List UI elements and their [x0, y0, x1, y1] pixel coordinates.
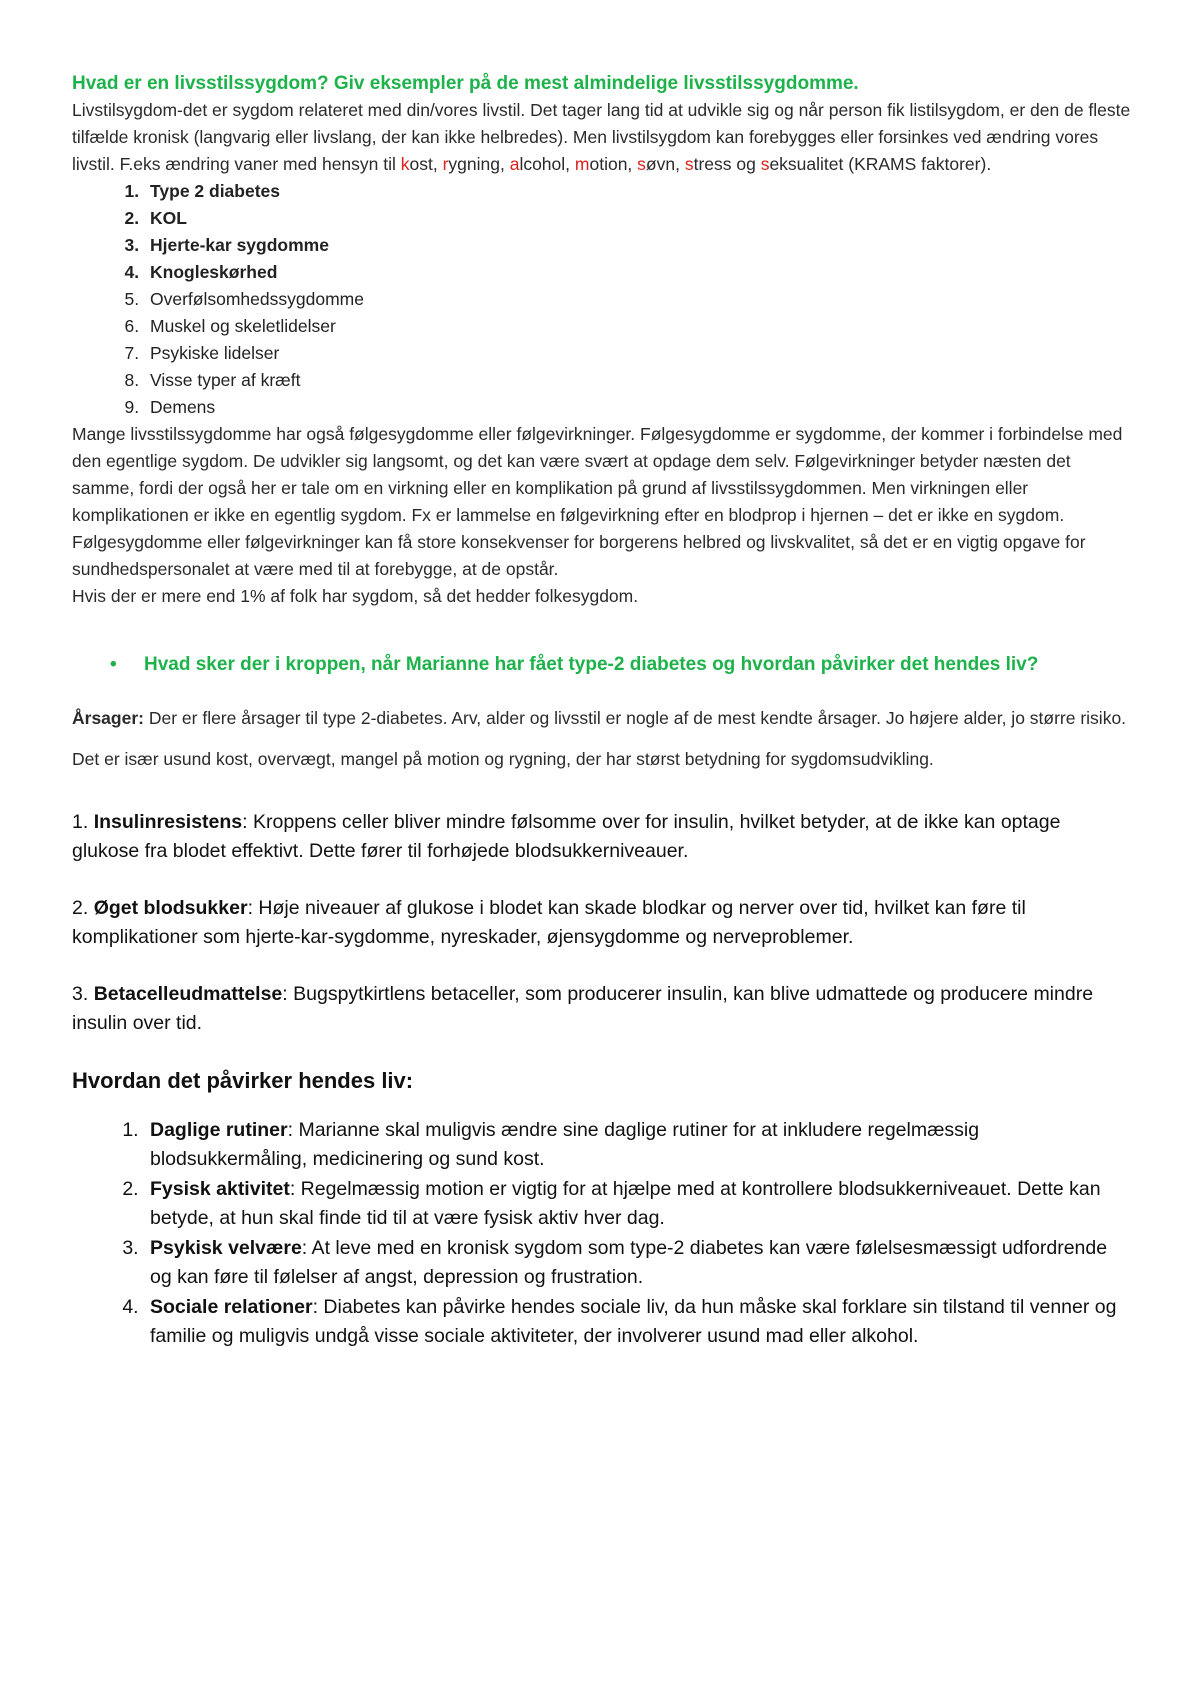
causes-label: Årsager:	[72, 708, 144, 728]
point-paragraph	[72, 980, 1132, 1038]
krams-s3-letter: s	[760, 154, 770, 174]
life-text: : At leve med en kronisk sygdom som type-2 diabetes kan være følelsesmæssigt udfordrende og kan føre til følelser af angst, depression og frustration.	[150, 1237, 1108, 1288]
point-term: Insulinresistens	[93, 811, 243, 833]
krams-r-rest: ygning,	[448, 154, 510, 174]
intro-text: Livstilsygdom-det er sygdom relateret med din/vores livstil. Det tager lang tid at udvikle sig og når person fik listilsygdom, er den de fleste tilfælde kronisk (langvarig eller livslang, der kan ikke helbredes). Men livstilsygdom kan forebygges eller forsinkes ved ændring vores livstil. F.eks ændring vaner med hensyn til	[72, 100, 1131, 174]
point-number: 3.	[72, 983, 94, 1005]
life-text: : Marianne skal muligvis ændre sine daglige rutiner for at inkludere regelmæssig blodsukkermåling, medicinering og sund kost.	[150, 1119, 980, 1170]
krams-s1-rest: øvn,	[645, 154, 685, 174]
section2-question-text: Hvad sker der i kroppen, når Marianne har fået type-2 diabetes og hvordan påvirker det hendes liv?	[144, 654, 1039, 675]
list-item: 2. KOL	[144, 205, 1132, 232]
list-item: 4. Knogleskørhed	[144, 259, 1132, 286]
krams-s1-letter: s	[637, 154, 646, 174]
krams-a-letter: a	[509, 154, 520, 174]
section2-question	[72, 644, 1132, 686]
life-heading: Hvordan det påvirker hendes liv:	[72, 1068, 414, 1093]
point-term: Øget blodsukker	[93, 897, 248, 919]
point-number: 1.	[72, 811, 94, 833]
section1-intro	[72, 97, 1132, 178]
point-text: : Høje niveauer af glukose i blodet kan skade blodkar og nerver over tid, hvilket kan føre til komplikationer som hjerte-kar-sygdomme, nyreskader, øjensygdomme og nerveproblemer.	[72, 897, 1026, 948]
list-item	[144, 1175, 1132, 1233]
bullet-icon: •	[110, 654, 117, 675]
krams-s3-rest: eksualitet (KRAMS faktorer).	[769, 154, 992, 174]
list-item: 5. Overfølsomhedssygdomme	[144, 286, 1132, 313]
list-item	[144, 1234, 1132, 1292]
life-term: Fysisk aktivitet	[150, 1178, 290, 1200]
list-item	[144, 1116, 1132, 1174]
point-number: 2.	[72, 897, 94, 919]
life-term: Daglige rutiner	[150, 1119, 288, 1141]
krams-m-rest: otion,	[589, 154, 638, 174]
life-term: Sociale relationer	[150, 1296, 313, 1318]
point-paragraph	[72, 808, 1132, 866]
point-term: Betacelleudmattelse	[93, 983, 283, 1005]
point-paragraph	[72, 894, 1132, 952]
krams-k-letter: k	[400, 154, 410, 174]
list-item: 6. Muskel og skeletlidelser	[144, 313, 1132, 340]
krams-s2-letter: s	[684, 154, 694, 174]
disease-list	[72, 178, 1132, 421]
followup-paragraph: Mange livsstilssygdomme har også følgesygdomme eller følgevirkninger. Følgesygdomme er sygdomme, der kommer i forbindelse med den egentlige sygdom. De udvikler sig langsomt, og det kan være svært at opdage dem selv. Følgevirkninger betyder næsten det samme, fordi der også her er tale om en virkning eller en komplikation på grund af livsstilssygdommen. Men virkningen eller komplikationen er ikke en egentlig sygdom. Fx er lammelse en følgevirkning efter en blodprop i hjernen – det er ikke en sygdom. Følgesygdomme eller følgevirkninger kan få store konsekvenser for borgerens helbred og livskvalitet, så det er en vigtig opgave for sundhedspersonalet at være med til at forebygge, at de opstår.	[72, 424, 1123, 579]
point-text: : Kroppens celler bliver mindre følsomme over for insulin, hvilket betyder, at de ikke kan optage glukose fra blodet effektivt. Dette fører til forhøjede blodsukkerniveauer.	[72, 811, 1061, 862]
causes-text: Der er flere årsager til type 2-diabetes. Arv, alder og livsstil er nogle af de mest kendte årsager. Jo højere alder, jo større risiko. Det er især usund kost, overvægt, mangel på motion og rygning, der har størst betydning for sygdomsudvikling.	[72, 708, 1127, 769]
krams-m-letter: m	[574, 154, 590, 174]
list-item	[144, 1293, 1132, 1351]
list-item: 8. Visse typer af kræft	[144, 367, 1132, 394]
causes-paragraph	[72, 698, 1132, 780]
list-item: 7. Psykiske lidelser	[144, 340, 1132, 367]
section1-question: Hvad er en livsstilssygdom? Giv eksempler på de mest almindelige livsstilssygdomme.	[72, 73, 859, 94]
list-item: 3. Hjerte-kar sygdomme	[144, 232, 1132, 259]
krams-a-rest: lcohol,	[519, 154, 571, 174]
life-term: Psykisk velvære	[150, 1237, 302, 1259]
life-text: : Diabetes kan påvirke hendes sociale liv, da hun måske skal forklare sin tilstand til venner og familie og muligvis undgå visse sociale aktiviteter, der involverer usund mad eller alkohol.	[150, 1296, 1117, 1347]
krams-k-rest: ost,	[409, 154, 443, 174]
life-list	[72, 1116, 1132, 1351]
krams-r-letter: r	[442, 154, 449, 174]
list-item: 9. Demens	[144, 394, 1132, 421]
folkesygdom-paragraph: Hvis der er mere end 1% af folk har sygdom, så det hedder folkesygdom.	[72, 586, 639, 606]
list-item: 1. Type 2 diabetes	[144, 178, 1132, 205]
life-text: : Regelmæssig motion er vigtig for at hjælpe med at kontrollere blodsukkerniveauet. Dette kan betyde, at hun skal finde tid til at være fysisk aktiv hver dag.	[150, 1178, 1101, 1229]
krams-s2-rest: tress og	[693, 154, 761, 174]
document-page	[72, 70, 1132, 1352]
point-text: : Bugspytkirtlens betaceller, som producerer insulin, kan blive udmattede og producere mindre insulin over tid.	[72, 983, 1094, 1034]
